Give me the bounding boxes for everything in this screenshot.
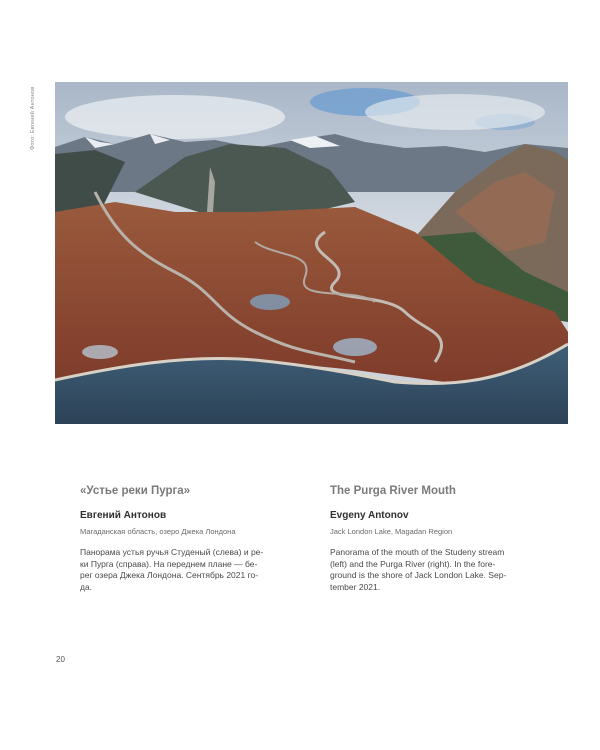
ru-title: «Устье реки Пурга» [80, 485, 191, 497]
ru-description-line: Панорама устья ручья Студеный (слева) и ре- [80, 547, 264, 557]
ru-description-line: да. [80, 581, 93, 592]
en-description-line: ground is the shore of Jack London Lake. Sep- [330, 570, 507, 580]
en-location: Jack London Lake, Magadan Region [330, 527, 453, 536]
ru-location: Магаданская область, озеро Джека Лондона [80, 527, 236, 536]
en-author: Evgeny Antonov [330, 510, 409, 521]
ru-description [80, 547, 295, 593]
en-description-line: (left) and the Purga River (right). In the fore- [330, 558, 496, 569]
en-title: The Purga River Mouth [330, 485, 456, 497]
landscape-photo [55, 82, 568, 424]
ru-description-line: ки Пурга (справа). На переднем плане — бе- [80, 558, 258, 569]
en-description-line: Panorama of the mouth of the Studeny stream [330, 547, 505, 557]
en-description [330, 547, 545, 593]
photo-credit: Фото: Евгений Антонов [30, 86, 36, 150]
russian-caption [80, 484, 295, 593]
en-description-line: tember 2021. [330, 581, 381, 592]
ru-author: Евгений Антонов [80, 510, 167, 521]
ru-description-line: рег озера Джека Лондона. Сентябрь 2021 го- [80, 570, 259, 580]
page-number: 20 [56, 655, 65, 664]
english-caption [330, 484, 545, 593]
